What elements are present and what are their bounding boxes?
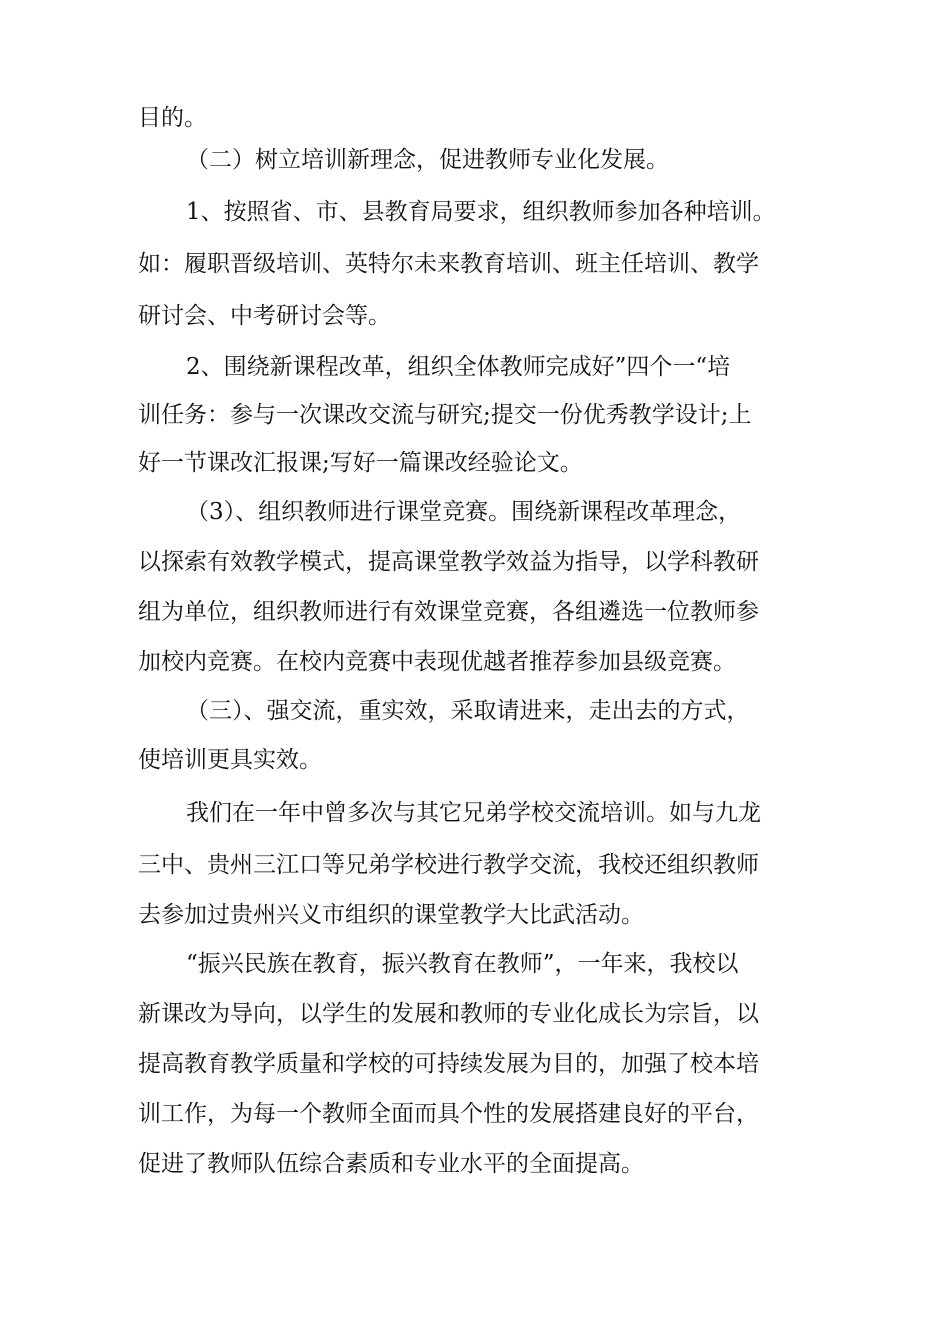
text-line: 我们在一年中曾多次与其它兄弟学校交流培训。如与九龙	[186, 800, 761, 826]
text-line: 好一节课改汇报课;写好一篇课改经验论文。	[138, 450, 583, 476]
text-line: 提高教育教学质量和学校的可持续发展为目的，加强了校本培	[138, 1051, 759, 1077]
text-line: 三中、贵州三江口等兄弟学校进行教学交流，我校还组织教师	[138, 852, 759, 878]
text-line: （3）、组织教师进行课堂竞赛。围绕新课程改革理念，	[186, 499, 742, 525]
section-heading: （三）、强交流，重实效，采取请进来，走出去的方式，	[186, 698, 750, 724]
text-line: 促进了教师队伍综合素质和专业水平的全面提高。	[138, 1151, 644, 1177]
text-line: 训任务：参与一次课改交流与研究;提交一份优秀教学设计;上	[138, 402, 752, 428]
text-line: 1、按照省、市、县教育局要求，组织教师参加各种培训。	[186, 199, 776, 225]
text-line: 新课改为导向，以学生的发展和教师的专业化成长为宗旨，以	[138, 1001, 759, 1027]
text-line: 训工作，为每一个教师全面而具个性的发展搭建良好的平台，	[138, 1101, 759, 1127]
text-line: 如：履职晋级培训、英特尔未来教育培训、班主任培训、教学	[138, 251, 759, 277]
text-line: 以探索有效教学模式，提高课堂教学效益为指导，以学科教研	[138, 549, 759, 575]
text-line: 加校内竞赛。在校内竞赛中表现优越者推荐参加县级竞赛。	[138, 649, 736, 675]
text-line: “振兴民族在教育，振兴教育在教师”，一年来，我校以	[186, 951, 739, 977]
text-line: 使培训更具实效。	[138, 747, 322, 773]
text-line: 2、围绕新课程改革，组织全体教师完成好”四个一“培	[186, 354, 731, 380]
section-heading: （二）树立培训新理念，促进教师专业化发展。	[186, 147, 669, 173]
text-line: 组为单位，组织教师进行有效课堂竞赛，各组遴选一位教师参	[138, 599, 759, 625]
text-line: 研讨会、中考研讨会等。	[138, 303, 391, 329]
text-line: 去参加过贵州兴义市组织的课堂教学大比武活动。	[138, 902, 644, 928]
text-line: 目的。	[138, 105, 207, 131]
